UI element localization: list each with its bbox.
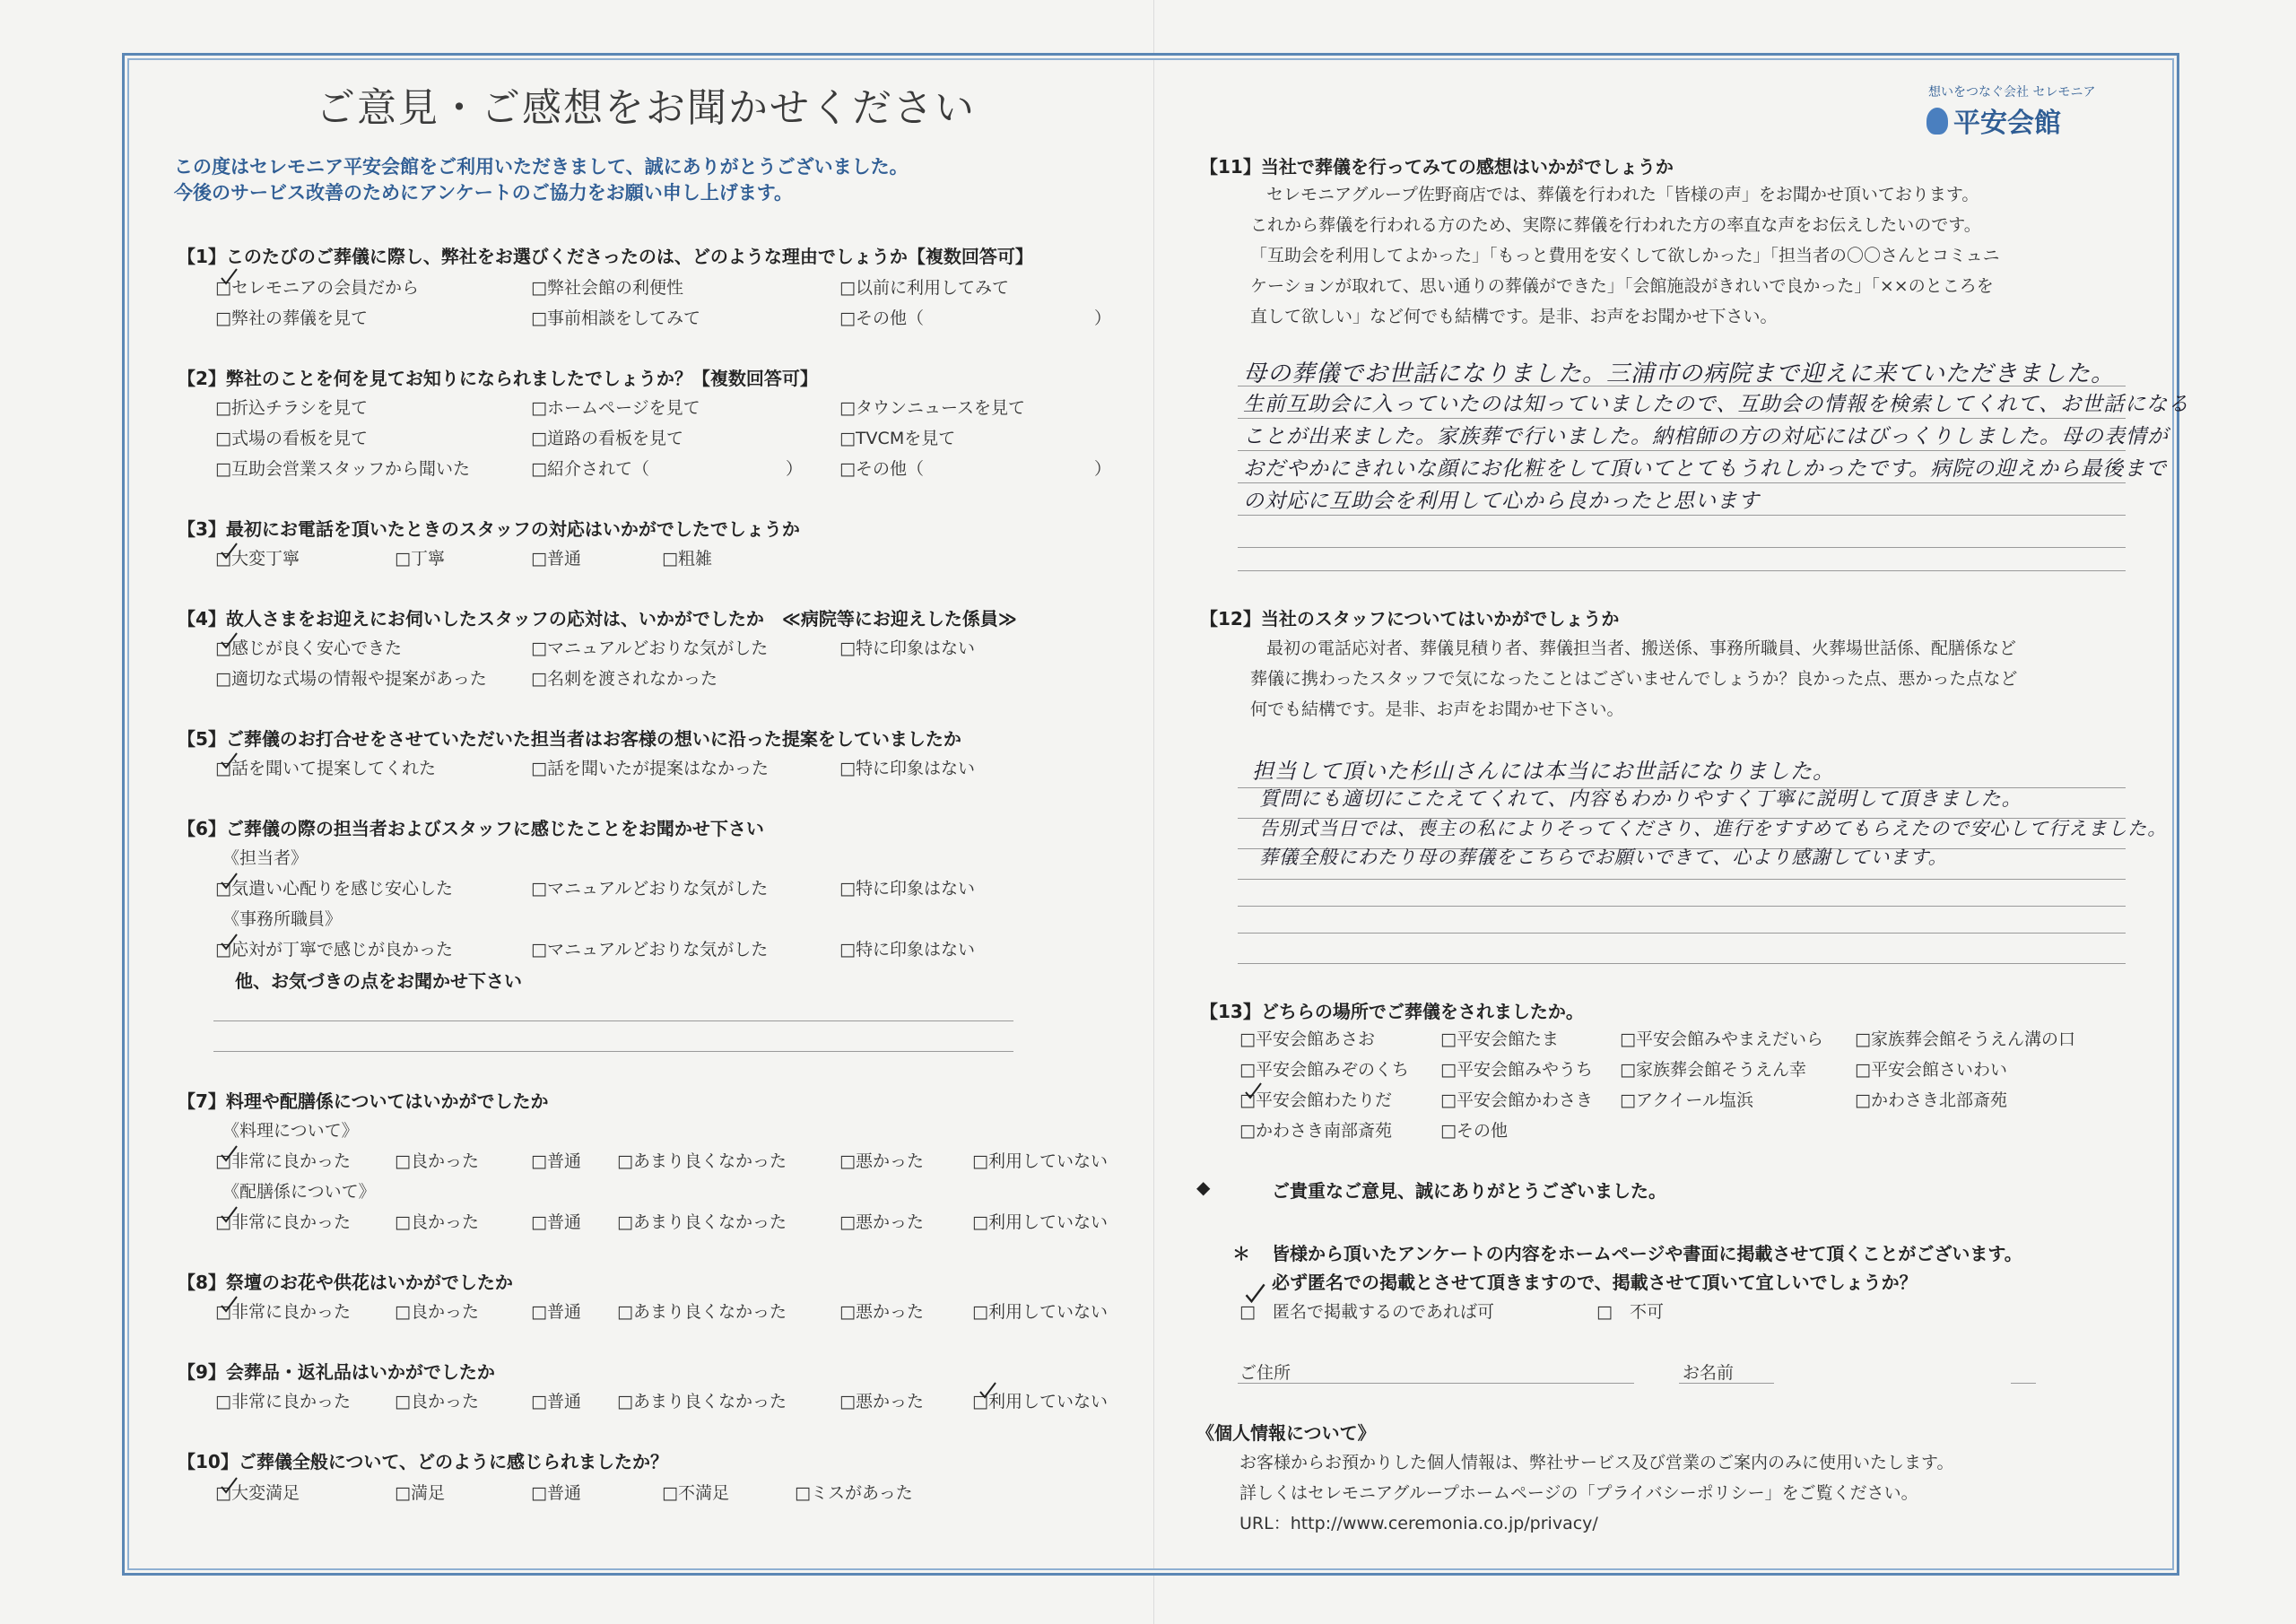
q11-write-line [1238, 482, 2126, 483]
q7-option[interactable]: □良かった [395, 1212, 479, 1232]
q10-heading: 【10】ご葬儀全般について、どのように感じられましたか？ [178, 1451, 669, 1472]
q12-desc: 何でも結構です。是非、お声をお聞かせ下さい。 [1250, 699, 1624, 719]
q8-option[interactable]: □利用していない [972, 1302, 1108, 1322]
publish-note-2: 必ず匿名での掲載とさせて頂きますので、掲載させて頂いて宜しいでしょうか？ [1272, 1272, 1918, 1293]
q10-option[interactable]: □普通 [531, 1483, 581, 1503]
q13-option[interactable]: □平安会館わたりだ [1239, 1090, 1392, 1110]
q6-option[interactable]: □気遣い心配りを感じ安心した [215, 879, 453, 899]
q2-option[interactable]: □紹介されて（ ） [531, 459, 803, 479]
q7-sub-service: 《配膳係について》 [222, 1182, 376, 1202]
q12-answer-line: 質問にも適切にこたえてくれて、内容もわかりやすく丁寧に説明して頂きました。 [1259, 788, 2022, 811]
q12-write-line [1238, 906, 2126, 907]
q11-answer-line: の対応に互助会を利用して心から良かったと思います [1243, 490, 1760, 513]
q9-option[interactable]: □利用していない [972, 1392, 1108, 1411]
check-mark-icon [219, 872, 239, 891]
q11-desc: これから葬儀を行われる方のため、実際に葬儀を行われた方の率直な声をお伝えしたいのです。 [1250, 215, 1981, 235]
q6-write-line[interactable] [213, 1020, 1013, 1021]
q7-option[interactable]: □利用していない [972, 1151, 1108, 1171]
q4-heading: 【4】故人さまをお迎えにお伺いしたスタッフの応対は、いかがでしたか ≪病院等にお迎えした係員≫ [178, 608, 1017, 630]
q5-heading: 【5】ご葬儀のお打合せをさせていただいた担当者はお客様の想いに沿った提案をしていましたか [178, 728, 961, 750]
q2-option[interactable]: □折込チラシを見て [215, 398, 368, 418]
privacy-line-1: お客様からお預かりした個人情報は、弊社サービス及び営業のご案内のみに使用いたします。 [1239, 1453, 1954, 1472]
q4-option[interactable]: □感じが良く安心できた [215, 638, 402, 658]
page-title: ご意見・ご感想をお聞かせください [316, 85, 976, 131]
q11-answer-line: ことが出来ました。家族葬で行いました。納棺師の方の対応にはびっくりしました。母の表情が [1243, 425, 2169, 448]
q8-option[interactable]: □良かった [395, 1302, 479, 1322]
q7-option[interactable]: □非常に良かった [215, 1151, 351, 1171]
consent-yes-option[interactable]: □ 匿名で掲載するのであれば可 [1239, 1302, 1494, 1322]
name-field[interactable] [1679, 1383, 1774, 1384]
q7-option[interactable]: □悪かった [839, 1212, 924, 1232]
q9-heading: 【9】会葬品・返礼品はいかがでしたか [178, 1361, 495, 1383]
check-mark-icon [219, 1476, 239, 1496]
q9-option[interactable]: □普通 [531, 1392, 581, 1411]
q3-option[interactable]: □粗雑 [662, 549, 712, 569]
q6-heading: 【6】ご葬儀の際の担当者およびスタッフに感じたことをお聞かせ下さい [178, 818, 764, 839]
q1-option[interactable]: □弊社の葬儀を見て [215, 308, 368, 328]
q13-option[interactable]: □平安会館みやうち [1440, 1060, 1593, 1080]
q4-option[interactable]: □名刺を渡されなかった [531, 669, 718, 689]
q6-sub-other: 他、お気づきの点をお聞かせ下さい [235, 970, 522, 992]
q1-option[interactable]: □以前に利用してみて [839, 278, 1009, 298]
q11-answer-line: 生前互助会に入っていたのは知っていましたので、互助会の情報を検索してくれて、お世話になる [1243, 393, 2190, 416]
q11-write-line [1238, 418, 2126, 419]
q11-desc: 「互助会を利用してよかった」「もっと費用を安くして欲しかった」「担当者の〇〇さんとコミュニ [1250, 246, 2000, 265]
q11-write-line [1238, 570, 2126, 571]
q1-option[interactable]: □弊社会館の利便性 [531, 278, 683, 298]
q13-option[interactable]: □アクイール塩浜 [1620, 1090, 1754, 1110]
q1-option[interactable]: □セレモニアの会員だから [215, 278, 419, 298]
q6-option[interactable]: □マニュアルどおりな気がした [531, 879, 769, 899]
q12-answer-line: 告別式当日では、喪主の私によりそってくださり、進行をすすめてもらえたので安心して行えました。 [1259, 818, 2168, 839]
q8-heading: 【8】祭壇のお花や供花はいかがでしたか [178, 1272, 513, 1293]
note-bullet: ＊ [1232, 1243, 1250, 1264]
check-mark-icon [1243, 1081, 1263, 1101]
q1-option[interactable]: □事前相談をしてみて [531, 308, 700, 328]
check-mark-icon [219, 1144, 239, 1164]
q13-option[interactable]: □家族葬会館そうえん溝の口 [1855, 1029, 2075, 1049]
q2-option[interactable]: □式場の看板を見て [215, 429, 368, 448]
q3-option[interactable]: □丁寧 [395, 549, 445, 569]
check-mark-icon [219, 631, 239, 651]
logo-tagline: 想いをつなぐ会社 セレモニア [1928, 85, 2096, 100]
q6-option[interactable]: □特に印象はない [839, 879, 975, 899]
q11-desc: セレモニアグループ佐野商店では、葬儀を行われた「皆様の声」をお聞かせ頂いております。 [1266, 185, 1979, 204]
q10-option[interactable]: □不満足 [662, 1483, 729, 1503]
publish-note-1: 皆様から頂いたアンケートの内容をホームページや書面に掲載させて頂くことがございます。 [1272, 1243, 2022, 1264]
q13-heading: 【13】どちらの場所でご葬儀をされましたか。 [1200, 1001, 1584, 1022]
q11-desc: ケーションが取れて、思い通りの葬儀ができた」「会館施設がきれいで良かった」「××のところを [1250, 276, 1994, 296]
q12-answer-line: 担当して頂いた杉山さんには本当にお世話になりました。 [1252, 759, 1835, 784]
q8-option[interactable]: □非常に良かった [215, 1302, 351, 1322]
q12-write-line [1238, 933, 2126, 934]
q11-answer-line: 母の葬儀でお世話になりました。三浦市の病院まで迎えに来ていただきました。 [1243, 360, 2116, 387]
intro-line-1: この度はセレモニア平安会館をご利用いただきまして、誠にありがとうございました。 [174, 156, 909, 178]
q2-option[interactable]: □TVCMを見て [839, 429, 956, 448]
q4-option[interactable]: □特に印象はない [839, 638, 975, 658]
q6-sub-office: 《事務所職員》 [222, 909, 343, 929]
check-mark-icon [219, 542, 239, 561]
q7-heading: 【7】料理や配膳係についてはいかがでしたか [178, 1090, 549, 1112]
q11-write-line [1238, 547, 2126, 548]
q7-option[interactable]: □あまり良くなかった [617, 1151, 787, 1171]
q12-heading: 【12】当社のスタッフについてはいかがでしょうか [1200, 608, 1620, 630]
logo-text: 平安会館 [1953, 108, 2061, 139]
q7-option[interactable]: □あまり良くなかった [617, 1212, 787, 1232]
name-field-end [2011, 1383, 2036, 1384]
check-mark-icon [219, 751, 239, 771]
q11-write-line [1238, 450, 2126, 451]
q10-option[interactable]: □大変満足 [215, 1483, 300, 1503]
privacy-line-2: 詳しくはセレモニアグループホームページの「プライバシーポリシー」をご覧ください。 [1239, 1483, 1918, 1503]
q2-option[interactable]: □ホームページを見て [531, 398, 700, 418]
q5-option[interactable]: □話を聞いたが提案はなかった [531, 759, 769, 778]
q13-option[interactable]: □平安会館あさお [1239, 1029, 1375, 1049]
intro-line-2: 今後のサービス改善のためにアンケートのご協力をお願い申し上げます。 [174, 182, 794, 204]
address-label: ご住所 [1239, 1363, 1292, 1383]
thanks-bullet: ◆ [1196, 1177, 1211, 1198]
q7-option[interactable]: □普通 [531, 1151, 581, 1171]
q2-option[interactable]: □タウンニュースを見て [839, 398, 1026, 418]
q6-option[interactable]: □マニュアルどおりな気がした [531, 940, 769, 960]
check-mark-icon [978, 1381, 997, 1401]
q8-option[interactable]: □あまり良くなかった [617, 1302, 787, 1322]
q1-heading: 【1】このたびのご葬儀に際し、弊社をお選びくださったのは、どのような理由でしょうか【複数回答可】 [178, 246, 1033, 267]
privacy-heading: 《個人情報について》 [1196, 1422, 1376, 1444]
q13-option[interactable]: □かわさき南部斎苑 [1239, 1121, 1392, 1141]
q4-option[interactable]: □マニュアルどおりな気がした [531, 638, 769, 658]
q7-option[interactable]: □利用していない [972, 1212, 1108, 1232]
q1-option[interactable]: □その他（ ） [839, 308, 1111, 328]
q3-option[interactable]: □大変丁寧 [215, 549, 300, 569]
q2-option[interactable]: □道路の看板を見て [531, 429, 683, 448]
q10-option[interactable]: □満足 [395, 1483, 445, 1503]
check-mark-icon [219, 933, 239, 952]
check-mark-icon [219, 1295, 239, 1315]
q12-write-line [1238, 879, 2126, 880]
q11-heading: 【11】当社で葬儀を行ってみての感想はいかがでしょうか [1200, 156, 1674, 178]
q3-option[interactable]: □普通 [531, 549, 581, 569]
q13-option[interactable]: □平安会館かわさき [1440, 1090, 1593, 1110]
privacy-url-link[interactable]: URL：http://www.ceremonia.co.jp/privacy/ [1239, 1514, 1598, 1533]
q9-option[interactable]: □非常に良かった [215, 1392, 351, 1411]
q12-desc: 葬儀に携わったスタッフで気になったことはございませんでしょうか？良かった点、悪かった点など [1250, 669, 2018, 689]
q11-desc: 直して欲しい」など何でも結構です。是非、お声をお聞かせ下さい。 [1250, 307, 1778, 326]
q5-option[interactable]: □特に印象はない [839, 759, 975, 778]
q7-option[interactable]: □悪かった [839, 1151, 924, 1171]
check-mark-icon [219, 1205, 239, 1225]
q7-option[interactable]: □普通 [531, 1212, 581, 1232]
q13-option[interactable]: □家族葬会館そうえん幸 [1620, 1060, 1806, 1080]
q6-option[interactable]: □特に印象はない [839, 940, 975, 960]
q8-option[interactable]: □普通 [531, 1302, 581, 1322]
q7-sub-food: 《料理について》 [222, 1121, 359, 1141]
q4-option[interactable]: □適切な式場の情報や提案があった [215, 669, 487, 689]
q8-option[interactable]: □悪かった [839, 1302, 924, 1322]
address-field[interactable] [1238, 1383, 1634, 1384]
logo-icon [1926, 108, 1948, 135]
q7-option[interactable]: □非常に良かった [215, 1212, 351, 1232]
q13-option[interactable]: □平安会館さいわい [1855, 1060, 2007, 1080]
q2-option[interactable]: □その他（ ） [839, 459, 1111, 479]
q12-answer-line: 葬儀全般にわたり母の葬儀をこちらでお願いできて、心より感謝しています。 [1259, 847, 1948, 868]
q9-option[interactable]: □良かった [395, 1392, 479, 1411]
q3-heading: 【3】最初にお電話を頂いたときのスタッフの対応はいかがでしたでしょうか [178, 518, 800, 540]
q13-option[interactable]: □その他 [1440, 1121, 1508, 1141]
q12-desc: 最初の電話応対者、葬儀見積り者、葬儀担当者、搬送係、事務所職員、火葬場世話係、配膳係など [1266, 638, 2017, 658]
q2-option[interactable]: □互助会営業スタッフから聞いた [215, 459, 470, 479]
q13-option[interactable]: □かわさき北部斎苑 [1855, 1090, 2007, 1110]
q5-option[interactable]: □話を聞いて提案してくれた [215, 759, 436, 778]
q6-option[interactable]: □応対が丁寧で感じが良かった [215, 940, 453, 960]
check-mark-icon [1243, 1281, 1266, 1307]
q13-option[interactable]: □平安会館たま [1440, 1029, 1559, 1049]
q11-write-line [1238, 515, 2126, 516]
consent-no-option[interactable]: □ 不可 [1596, 1302, 1664, 1322]
check-mark-icon [219, 267, 239, 287]
thanks-message: ご貴重なご意見、誠にありがとうございました。 [1272, 1180, 1666, 1202]
q9-option[interactable]: □悪かった [839, 1392, 924, 1411]
q10-option[interactable]: □ミスがあった [795, 1483, 913, 1503]
q6-write-line[interactable] [213, 1051, 1013, 1052]
q13-option[interactable]: □平安会館みぞのくち [1239, 1060, 1409, 1080]
q13-option[interactable]: □平安会館みやまえだいら [1620, 1029, 1823, 1049]
q7-option[interactable]: □良かった [395, 1151, 479, 1171]
q2-heading: 【2】弊社のことを何を見てお知りになられましたでしょうか？【複数回答可】 [178, 368, 818, 389]
q9-option[interactable]: □あまり良くなかった [617, 1392, 787, 1411]
q11-answer-line: おだやかにきれいな顔にお化粧をして頂いてとてもうれしかったです。病院の迎えから最後まで [1243, 457, 2168, 481]
name-label: お名前 [1683, 1363, 1735, 1383]
q6-sub-staff: 《担当者》 [222, 848, 309, 868]
q12-write-line [1238, 963, 2126, 964]
